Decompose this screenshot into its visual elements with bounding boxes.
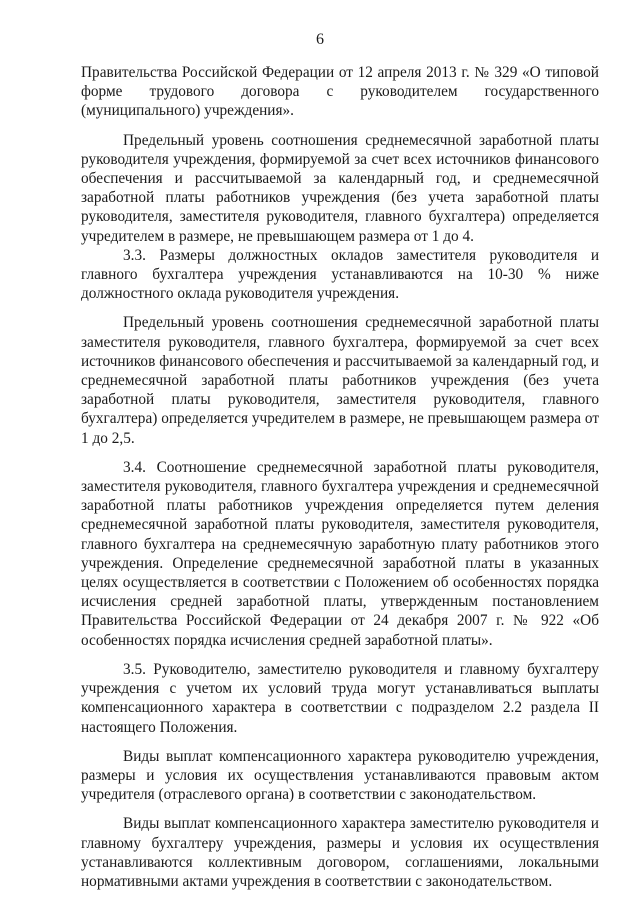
paragraph-6: 3.5. Руководителю, заместителю руководителя и главному бухгалтеру учреждения с учетом их условий труда могут устанавливаться выплаты компенсационного характера в соответствии с подразделом 2.2 раздела II настоящего Положения. <box>81 660 599 736</box>
paragraph-2: Предельный уровень соотношения среднемесячной заработной платы руководителя учреждения, формируемой за счет всех источников финансового обеспечения и рассчитываемой за календарный год, и среднемесячной заработной платы работников учреждения (без учета заработной платы руководителя, заместителя руководителя, главного бухгалтера) определяется учредителем в размере, не превышающем размера от 1 до 4. <box>81 131 599 245</box>
page-number: 6 <box>316 31 324 48</box>
document-body <box>81 63 599 891</box>
paragraph-7: Виды выплат компенсационного характера руководителю учреждения, размеры и условия их осуществления устанавливаются правовым актом учредителя (отраслевого органа) в соответствии с законодательством. <box>81 747 599 804</box>
paragraph-8: Виды выплат компенсационного характера заместителю руководителя и главному бухгалтеру учреждения, размеры и условия их осуществления устанавливаются коллективным договором, соглашениями, локальными нормативными актами учреждения в соответствии с законодательством. <box>81 815 599 890</box>
paragraph-3: 3.3. Размеры должностных окладов заместителя руководителя и главного бухгалтера учреждения устанавливаются на 10-30 % ниже должностного оклада руководителя учреждения. <box>81 246 599 303</box>
paragraph-5: 3.4. Соотношение среднемесячной заработной платы руководителя, заместителя руководителя, главного бухгалтера учреждения и среднемесячной заработной платы работников учреждения определяется путем деления среднемесячной заработной платы руководителя, заместителя руководителя, главного бухгалтера на среднемесячную заработную плату работников этого учреждения. Определение среднемесячной заработной платы в указанных целях осуществляется в соответствии с Положением об особенностях порядка исчисления средней заработной платы, утвержденным постановлением Правительства Российской Федерации от 24 декабря 2007 г. № 922 «Об особенностях порядка исчисления средней заработной платы». <box>81 458 599 649</box>
paragraph-1: Правительства Российской Федерации от 12 апреля 2013 г. № 329 «О типовой форме трудового договора с руководителем государственного (муниципального) учреждения». <box>81 64 599 120</box>
paragraph-4: Предельный уровень соотношения среднемесячной заработной платы заместителя руководителя, главного бухгалтера, формируемой за счет всех источников финансового обеспечения и рассчитываемой за календарный год, и среднемесячной заработной платы работников учреждения (без учета заработной платы руководителя, заместителя руководителя, главного бухгалтера) определяется учредителем в размере, не превышающем размера от 1 до 2,5. <box>81 314 599 447</box>
